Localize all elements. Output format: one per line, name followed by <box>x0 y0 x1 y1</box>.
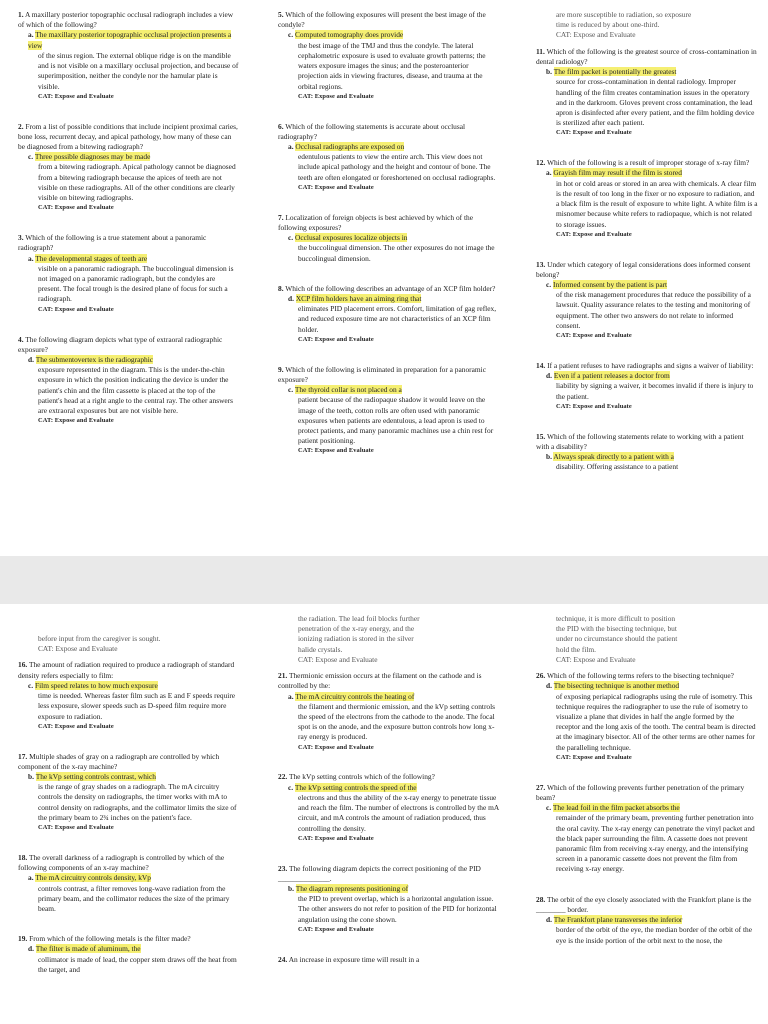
answer-text: The filter is made of aluminum, the <box>35 944 141 954</box>
continued-text <box>38 634 240 654</box>
question-item <box>536 47 758 139</box>
answer-line <box>546 371 758 381</box>
answer-line <box>546 915 758 925</box>
answer-letter: c. <box>28 680 34 690</box>
page1-column-2 <box>278 10 500 476</box>
answer-line <box>28 681 240 691</box>
continued-line: technique, it is more difficult to position <box>556 614 676 623</box>
continued-text <box>298 614 500 665</box>
question-item <box>278 671 500 752</box>
rationale-text: collimator is made of lead, the copper stem draws off the heat from the target, and <box>38 954 237 974</box>
question-number: 22. <box>278 772 288 782</box>
question-text: Which of the following is the greatest source of cross-contamination in dental radiology? <box>536 46 757 66</box>
question-text: The amount of radiation required to produce a radiograph of standard density refers especially to film: <box>18 660 235 680</box>
question-stem <box>278 122 500 142</box>
question-number: 6. <box>278 121 284 131</box>
question-stem <box>278 365 500 385</box>
answer-line <box>288 783 500 793</box>
continued-line: halide crystals. <box>298 644 343 654</box>
rationale-text: disability. Offering assistance to a patient <box>556 462 679 472</box>
question-number: 19. <box>18 934 28 944</box>
question-item <box>18 122 240 214</box>
question-text: An increase in exposure time will result in a <box>288 954 420 964</box>
category-label: CAT: Expose and Evaluate <box>556 230 632 238</box>
page-two <box>0 604 768 1024</box>
rationale-text: source for cross-contamination in dental radiology. Improper handling of the film creates contamination issues in the operatory and in the darkroom. Gloves prevent cross contamination, the lead apron is disinfected after every patient, and the film holding device is sterilized after each patient. <box>556 77 755 128</box>
question-item <box>18 335 240 427</box>
rationale-text: of the sinus region. The external oblique ridge is on the mandible and is not visible on a maxillary occlusal projection, and because of superimposition, neither the condyle nor the hamular plate is visible. <box>38 50 239 91</box>
question-stem <box>536 895 758 915</box>
rationale-text: the filament and thermionic emission, and the kVp setting controls the speed of the electrons from the cathode to the anode. The focal spot is on the anode, and the exposure button controls how long x-ray energy is produced. <box>298 701 496 742</box>
question-text: If a patient refuses to have radiographs and signs a waiver of liability: <box>547 360 754 370</box>
rationale-text: border of the orbit of the eye, the median border of the orbit of the eye is the inside portion of the orbit next to the nose, the <box>556 925 752 945</box>
question-item <box>278 10 500 102</box>
question-item <box>278 365 500 457</box>
question-item <box>278 955 500 965</box>
question-number: 4. <box>18 334 24 344</box>
category-label: CAT: Expose and Evaluate <box>298 834 374 842</box>
question-text: A maxillary posterior topographic occlusal radiograph includes a view of which of the following? <box>18 10 234 30</box>
question-stem <box>536 47 758 67</box>
rationale-text: patient because of the radiopaque shadow it would leave on the image of the teeth, cotton rolls are often used with panoramic exposures when patients are edentulous, a lead apron is used to protect patients, and many panoramic machines use a chin rest for patient positioning. <box>298 395 494 446</box>
question-number: 3. <box>18 233 24 243</box>
category-label: CAT: Expose and Evaluate <box>298 447 374 455</box>
answer-line <box>288 30 500 40</box>
question-stem <box>18 122 240 153</box>
continued-line: CAT: Expose and Evaluate <box>38 644 118 654</box>
rationale-text: the buccolingual dimension. The other exposures do not image the buccolingual dimension. <box>298 243 495 263</box>
question-number: 13. <box>536 259 546 269</box>
rationale-text: controls contrast, a filter removes long-wave radiation from the primary beam, and the collimator reduces the size of the primary beam. <box>38 883 230 914</box>
answer-line <box>28 944 240 954</box>
category-label: CAT: Expose and Evaluate <box>38 722 114 730</box>
answer-text: Occlusal exposures localize objects in <box>295 233 408 243</box>
rationale-text: of exposing periapical radiographs using the rule of isometry. This technique requires the radiographer to use the rule of isometry to visualize a plane that divides in half the angle formed by the receptor and the long axis of the tooth. The central beam is directed at the imaginary bisector. All of the other terms are other names for the paralleling technique. <box>556 691 756 752</box>
question-stem <box>536 158 758 168</box>
continued-line: under no circumstance should the patient <box>556 634 678 644</box>
question-number: 5. <box>278 10 284 19</box>
continued-text <box>556 10 758 41</box>
question-item <box>536 432 758 473</box>
answer-line <box>288 692 500 702</box>
continued-line: the radiation. The lead foil blocks further <box>298 614 420 623</box>
answer-text: The Frankfort plane transverses the inferior <box>553 915 683 925</box>
rationale-text: from a bitewing radiograph. Apical pathology cannot be diagnosed from a bitewing radiograph because the apices of teeth are not visible on these radiographs. All of the other conditions are clearly visible on bitewing radiographs. <box>38 162 236 203</box>
rationale-text: the best image of the TMJ and thus the condyle. The lateral cephalometric exposure is used to evaluate growth patterns; the waters exposure images the sinus; and the posteroanterior projection aids in viewing fractures, disease, and trauma at the orbital regions. <box>298 40 486 91</box>
answer-line <box>28 772 240 782</box>
answer-text: Occlusal radiographs are exposed on <box>295 142 405 152</box>
question-text: The following diagram depicts the correct positioning of the PID ______________. <box>278 863 481 883</box>
question-stem <box>536 361 758 371</box>
answer-letter: b. <box>288 884 294 894</box>
question-number: 27. <box>536 782 546 792</box>
question-item <box>18 10 240 102</box>
answer-text: Always speak directly to a patient with a <box>553 452 674 462</box>
answer-text: The lead foil in the film packet absorbs the <box>552 803 680 813</box>
answer-letter: d. <box>288 294 294 304</box>
answer-text: Computed tomography does provide <box>295 30 404 40</box>
answer-text: The submentovertex is the radiographic <box>35 354 154 364</box>
question-text: Multiple shades of gray on a radiograph are controlled by which component of the x-ray machine? <box>18 751 220 771</box>
question-number: 26. <box>536 671 546 681</box>
question-item <box>18 934 240 975</box>
question-text: Which of the following is a result of improper storage of x-ray film? <box>546 158 750 168</box>
answer-text: The mA circuitry controls the heating of <box>295 691 415 701</box>
answer-line <box>28 152 240 162</box>
page1-column-3 <box>536 10 758 493</box>
answer-text: The maxillary posterior topographic occlusal projection presents a view <box>28 30 232 50</box>
question-item <box>536 783 758 875</box>
question-text: The overall darkness of a radiograph is controlled by which of the following components of an x-ray machine? <box>18 852 225 873</box>
category-label: CAT: Expose and Evaluate <box>298 925 374 933</box>
question-text: The following diagram depicts what type of extraoral radiographic exposure? <box>18 334 223 354</box>
answer-letter: a. <box>28 253 34 263</box>
question-number: 14. <box>536 360 546 370</box>
question-stem <box>18 335 240 355</box>
answer-letter: d. <box>546 681 552 691</box>
answer-letter: b. <box>546 452 552 462</box>
question-stem <box>18 10 240 30</box>
answer-letter: c. <box>288 30 294 40</box>
question-item <box>278 864 500 935</box>
question-item <box>18 853 240 914</box>
answer-letter: d. <box>546 371 552 381</box>
question-text: Which of the following prevents further penetration of the primary beam? <box>536 782 745 802</box>
answer-text: The kVp setting controls contrast, which <box>35 772 156 782</box>
rationale-text: liability by signing a waiver, it becomes invalid if there is injury to the patient. <box>556 381 754 401</box>
rationale-text: of the risk management procedures that reduce the possibility of a lawsuit. Quality assurance relates to the testing and monitoring of equipment. The other two answers do not relate to informed consent. <box>556 290 751 330</box>
rationale-text: is the range of gray shades on a radiograph. The mA circuitry controls the density on radiographs, the timer works with mA to control density on radiographs, and the collimator limits the size of the primary beam to 2¾ inches on the patient's face. <box>38 782 237 822</box>
question-item <box>278 213 500 264</box>
category-label: CAT: Expose and Evaluate <box>556 332 632 340</box>
rationale-text: eliminates PID placement errors. Comfort, limitation of gag reflex, and reduced exposure time are not characteristics of an XCP film holder. <box>298 304 497 334</box>
question-text: Which of the following terms refers to the bisecting technique? <box>546 671 734 681</box>
question-stem <box>278 772 500 782</box>
question-item <box>536 671 758 763</box>
question-item <box>18 752 240 833</box>
continued-line: penetration of the x-ray energy, and the <box>298 624 415 634</box>
question-text: Which of the following statements is accurate about occlusal radiography? <box>278 121 466 141</box>
continued-line: are more susceptible to radiation, so exposure <box>556 10 692 19</box>
question-number: 16. <box>18 660 28 670</box>
question-item <box>536 895 758 946</box>
page2-column-2 <box>278 614 500 985</box>
rationale-text: remainder of the primary beam, preventing further penetration into the oral cavity. The x-ray energy can penetrate the vinyl packet and the black paper surrounding the film. A cassette does not prevent panoramic film from receiving x-ray energy, and the intensifying screen in a panoramic cassette does not prevent the film from receiving x-ray energy. <box>556 813 755 874</box>
question-text: From which of the following metals is the filter made? <box>29 934 191 944</box>
answer-letter: c. <box>546 280 552 290</box>
answer-line <box>546 803 758 813</box>
rationale-text: visible on a panoramic radiograph. The buccolingual dimension is not imaged on a panoramic radiograph, but the condyles are present. The focal trough is the desired plane of focus for such a radiograph. <box>38 263 234 304</box>
answer-text: XCP film holders have an aiming ring that <box>295 294 422 304</box>
question-number: 17. <box>18 751 28 761</box>
continued-line: CAT: Expose and Evaluate <box>298 654 378 664</box>
question-number: 8. <box>278 283 284 293</box>
answer-line <box>546 681 758 691</box>
continued-line: CAT: Expose and Evaluate <box>556 654 636 664</box>
question-stem <box>18 752 240 772</box>
answer-letter: d. <box>28 354 34 364</box>
question-item <box>536 158 758 239</box>
continued-line: CAT: Expose and Evaluate <box>556 30 636 40</box>
answer-letter: b. <box>546 67 552 77</box>
answer-line <box>288 294 500 304</box>
question-stem <box>536 671 758 681</box>
answer-line <box>28 254 240 264</box>
question-stem <box>278 864 500 884</box>
question-text: Which of the following is a true statement about a panoramic radiograph? <box>18 233 207 253</box>
question-number: 2. <box>18 121 24 131</box>
answer-text: Even if a patient releases a doctor from <box>553 371 670 381</box>
category-label: CAT: Expose and Evaluate <box>298 743 374 751</box>
page2-column-3 <box>536 614 758 966</box>
question-stem <box>536 260 758 280</box>
answer-text: The kVp setting controls the speed of the <box>294 782 417 792</box>
answer-line <box>288 884 500 894</box>
question-stem <box>278 10 500 30</box>
question-text: The kVp setting controls which of the following? <box>288 772 435 782</box>
continued-line: before input from the caregiver is sought. <box>38 634 161 643</box>
category-label: CAT: Expose and Evaluate <box>38 204 114 212</box>
question-number: 28. <box>536 894 546 904</box>
question-stem <box>18 853 240 873</box>
question-text: Thermionic emission occurs at the filament on the cathode and is controlled by the: <box>278 671 482 691</box>
rationale-text: the PID to prevent overlap, which is a horizontal angulation issue. The other answers do not refer to position of the PID for horizontal angulation using the cone shown. <box>298 894 497 924</box>
question-stem <box>18 934 240 944</box>
category-label: CAT: Expose and Evaluate <box>38 305 114 313</box>
page1-column-1 <box>18 10 240 446</box>
rationale-text: exposure represented in the diagram. This is the under-the-chin exposure in which the position indicating the device is under the patient's chin and the film cassette is placed at the top of the patient's head at a right angle to the central ray. The other answers are extraoral exposures but are not visible here. <box>38 365 234 416</box>
category-label: CAT: Expose and Evaluate <box>298 183 374 191</box>
answer-line <box>546 280 758 290</box>
question-stem <box>18 660 240 680</box>
answer-text: The film packet is potentially the greatest <box>553 67 677 77</box>
category-label: CAT: Expose and Evaluate <box>556 129 632 137</box>
answer-text: The diagram represents positioning of <box>295 884 409 894</box>
answer-line <box>546 452 758 462</box>
answer-text: Grayish film may result if the film is stored <box>553 168 682 178</box>
answer-line <box>546 67 758 77</box>
question-number: 18. <box>18 852 28 862</box>
answer-letter: d. <box>28 944 34 954</box>
answer-letter: a. <box>28 30 34 40</box>
answer-line <box>288 233 500 243</box>
answer-letter: c. <box>288 233 294 243</box>
answer-text: Three possible diagnoses may be made <box>34 152 151 162</box>
question-text: Which of the following statements relate to working with a patient with a disability? <box>536 431 744 451</box>
answer-text: The mA circuitry controls density, kVp <box>35 873 151 883</box>
question-text: Localization of foreign objects is best achieved by which of the following exposures? <box>278 212 473 232</box>
category-label: CAT: Expose and Evaluate <box>38 824 114 832</box>
answer-letter: a. <box>28 873 34 883</box>
page2-column-1 <box>18 634 240 995</box>
answer-text: The bisecting technique is another method <box>553 681 680 691</box>
continued-line: hold the film. <box>556 644 597 654</box>
answer-text: Film speed relates to how much exposure <box>35 680 158 690</box>
question-stem <box>278 671 500 691</box>
answer-letter: a. <box>288 142 294 152</box>
answer-letter: d. <box>546 915 552 925</box>
question-item <box>278 122 500 193</box>
question-number: 1. <box>18 10 24 19</box>
question-stem <box>18 233 240 253</box>
rationale-text: edentulous patients to view the entire arch. This view does not include apical pathology and the height and contour of bone. The teeth are often elongated or foreshortened on occlusal radiographs. <box>298 152 496 182</box>
category-label: CAT: Expose and Evaluate <box>556 402 632 410</box>
answer-letter: c. <box>546 803 552 813</box>
question-number: 24. <box>278 954 288 964</box>
continued-line: time is reduced by about one-third. <box>556 20 660 30</box>
answer-line <box>28 873 240 883</box>
question-item <box>278 284 500 345</box>
rationale-text: time is needed. Whereas faster film such as E and F speeds require less exposure, slower speeds such as D-speed film require more exposure to radiation. <box>38 691 236 721</box>
answer-text: The developmental stages of teeth are <box>35 253 148 263</box>
answer-line <box>288 385 500 395</box>
question-stem <box>278 955 500 965</box>
question-number: 11. <box>536 46 545 56</box>
continued-line: ionizing radiation is stored in the silver <box>298 634 414 644</box>
answer-letter: c. <box>28 152 34 162</box>
answer-text: Informed consent by the patient is part <box>553 280 668 290</box>
question-text: From a list of possible conditions that include incipient proximal caries, bone loss, recurrent decay, and apical pathology, how many of these can be diagnosed from a bitewing radiograph? <box>18 121 238 152</box>
answer-letter: c. <box>288 385 294 395</box>
answer-letter: a. <box>288 691 294 701</box>
question-number: 12. <box>536 158 546 168</box>
question-number: 23. <box>278 863 288 873</box>
rationale-text: electrons and thus the ability of the x-ray energy to penetrate tissue and reach the film. The number of electrons is controlled by the mA circuit, and mA controls the amount of radiation produced, thus controlling the density. <box>298 792 499 833</box>
answer-line <box>546 168 758 178</box>
question-stem <box>536 432 758 452</box>
question-stem <box>278 213 500 233</box>
answer-text: The thyroid collar is not placed on a <box>294 385 402 395</box>
rationale-text: in hot or cold areas or stored in an area with chemicals. A clear film is the result of too long in the fixer or no exposure to radiation, and a black film is the result of exposure to white light. A white film is a misnomer because white refers to radiopaque, which is not related to storage issues. <box>556 178 758 229</box>
answer-line <box>288 142 500 152</box>
question-stem <box>278 284 500 294</box>
question-text: The orbit of the eye closely associated with the Frankfort plane is the ________ border. <box>536 894 752 914</box>
answer-letter: c. <box>288 782 294 792</box>
category-label: CAT: Expose and Evaluate <box>298 92 374 100</box>
category-label: CAT: Expose and Evaluate <box>556 753 632 761</box>
question-number: 15. <box>536 431 546 441</box>
question-number: 7. <box>278 212 284 222</box>
question-text: Which of the following is eliminated in preparation for a panoramic exposure? <box>278 364 486 384</box>
answer-letter: a. <box>546 168 552 178</box>
continued-text <box>556 614 758 665</box>
category-label: CAT: Expose and Evaluate <box>38 92 114 100</box>
category-label: CAT: Expose and Evaluate <box>38 417 114 425</box>
answer-line <box>28 30 240 50</box>
category-label: CAT: Expose and Evaluate <box>298 335 374 343</box>
question-text: Under which category of legal considerations does informed consent belong? <box>536 259 751 279</box>
question-number: 9. <box>278 364 284 374</box>
question-item <box>18 660 240 731</box>
question-stem <box>536 783 758 803</box>
answer-letter: b. <box>28 772 34 782</box>
question-text: Which of the following describes an advantage of an XCP film holder? <box>285 283 496 293</box>
question-item <box>536 260 758 341</box>
continued-line: the PID with the bisecting technique, but <box>556 624 677 634</box>
question-text: Which of the following exposures will present the best image of the condyle? <box>278 10 486 30</box>
question-number: 21. <box>278 671 288 681</box>
question-item <box>18 233 240 314</box>
answer-line <box>28 355 240 365</box>
question-item <box>278 772 500 843</box>
question-item <box>536 361 758 412</box>
